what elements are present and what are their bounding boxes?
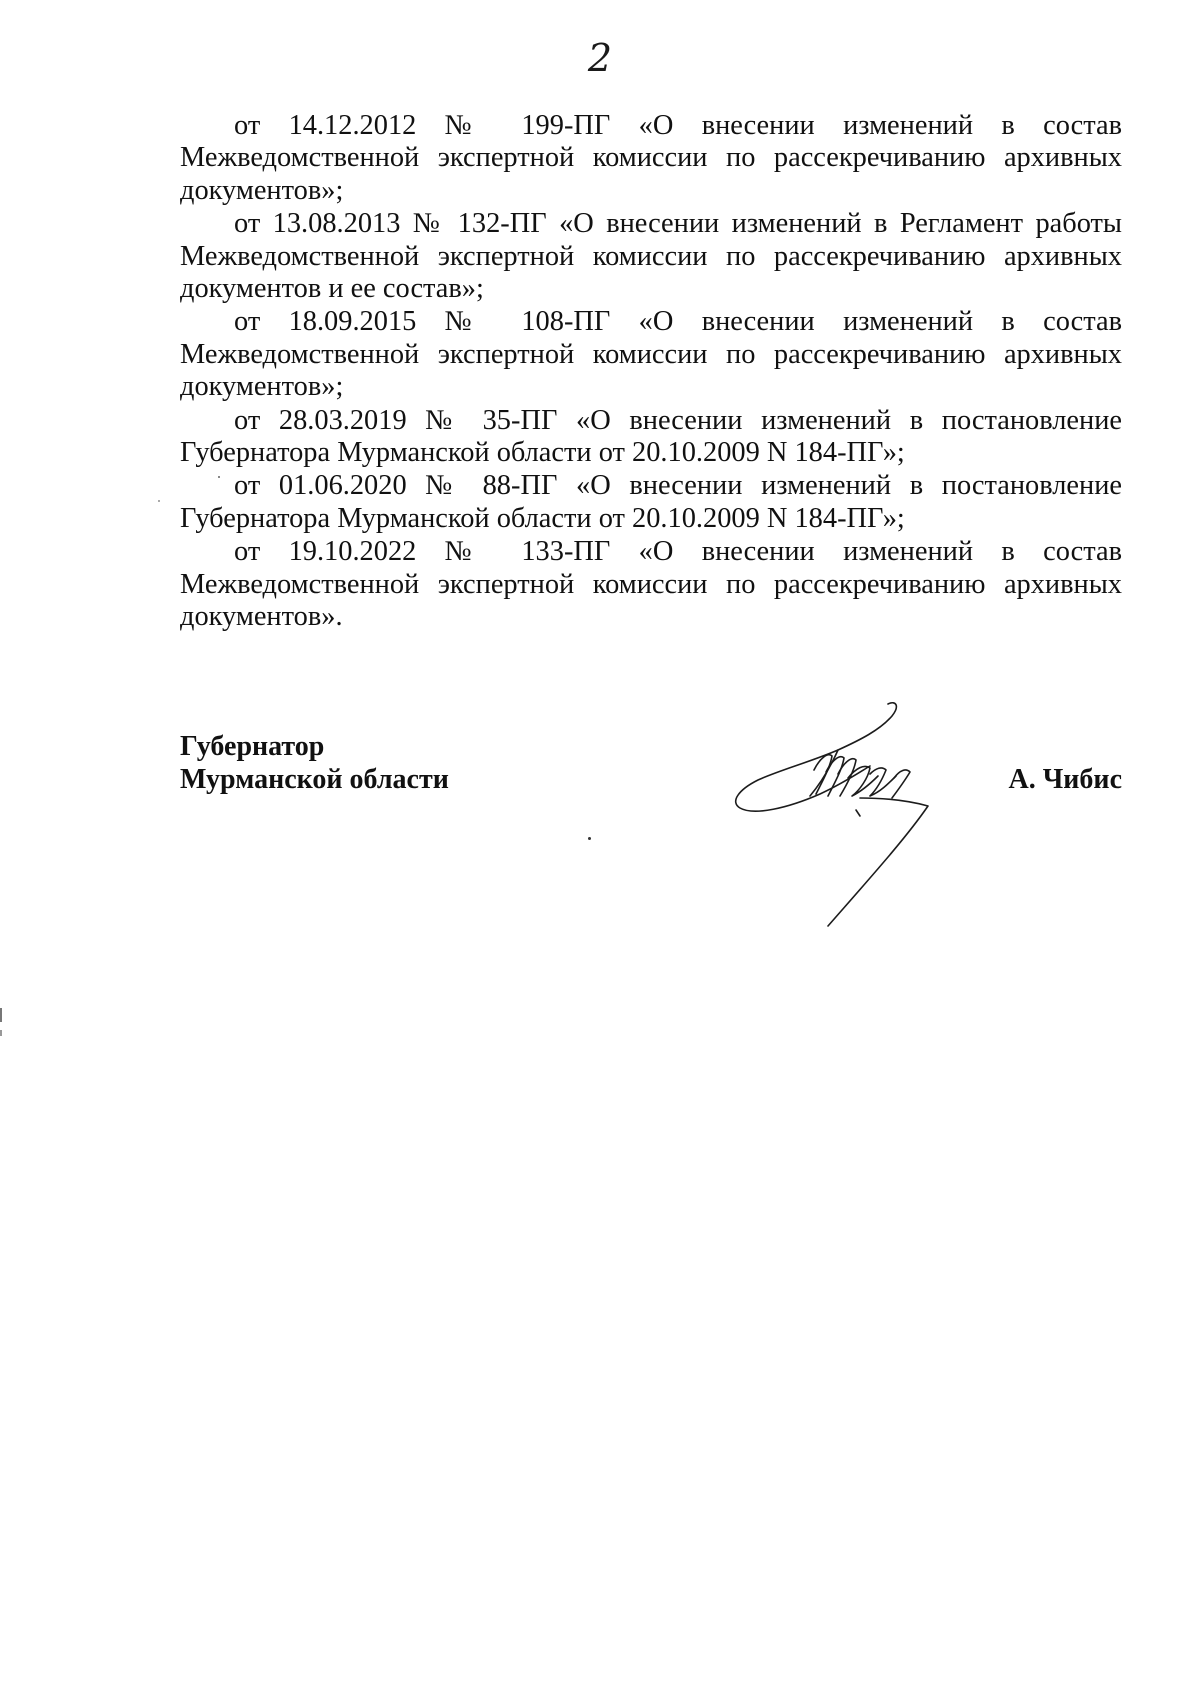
scan-speck [0,1008,2,1022]
signatory-position-line-1: Губернатор [180,731,325,762]
scan-speck [0,1030,2,1036]
scan-speck [158,500,160,502]
signatory-position [180,730,449,796]
signatory-position-line-2: Мурманской области [180,764,449,795]
paragraph-2: от 13.08.2013 № 132-ПГ «О внесении изменений в Регламент работы Межведомственной экспертной комиссии по рассекречиванию архивных документов и ее состав»; [180,208,1122,305]
paragraph-1: от 14.12.2012 № 199-ПГ «О внесении изменений в состав Межведомственной экспертной комиссии по рассекречиванию архивных документов»; [180,110,1122,206]
scan-speck [588,837,591,840]
handwritten-signature [710,698,1000,958]
paragraph-6: от 19.10.2022 № 133-ПГ «О внесении изменений в состав Межведомственной экспертной комиссии по рассекречиванию архивных документов». [180,536,1122,633]
document-body [180,110,1122,635]
paragraph-3: от 18.09.2015 № 108-ПГ «О внесении изменений в состав Межведомственной экспертной комиссии по рассекречиванию архивных документов»; [180,306,1122,403]
paragraph-4: от 28.03.2019 № 35-ПГ «О внесении изменений в постановление Губернатора Мурманской области от 20.10.2009 N 184-ПГ»; [180,404,1122,469]
signatory-name: А. Чибис [1008,764,1122,795]
paragraph-5: от 01.06.2020 № 88-ПГ «О внесении изменений в постановление Губернатора Мурманской области от 20.10.2009 N 184-ПГ»; [180,470,1122,534]
page-number: 2 [587,36,613,80]
scan-speck [218,476,220,478]
signature-block [180,730,1122,960]
